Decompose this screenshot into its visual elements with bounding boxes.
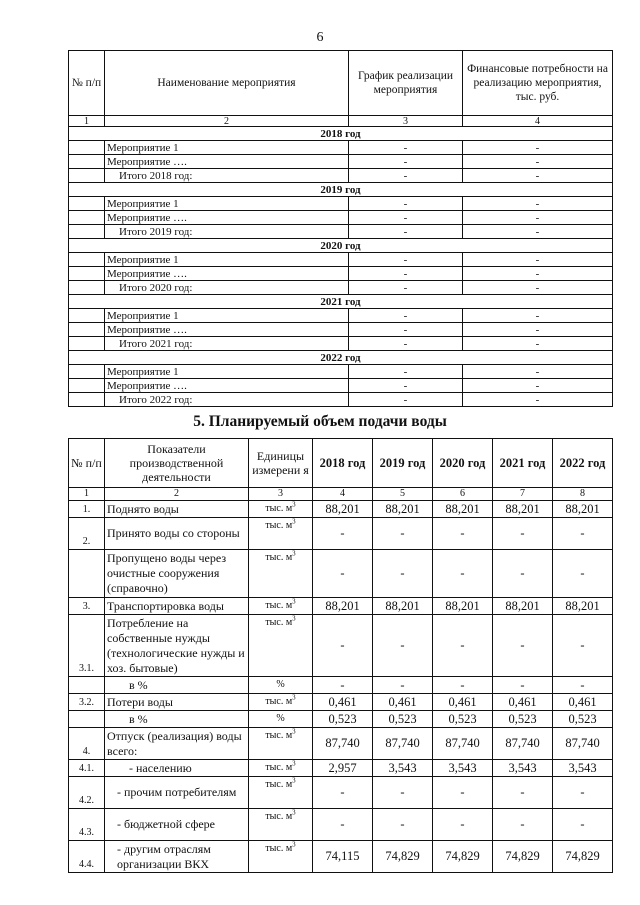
row-number [69, 711, 105, 728]
schedule-value: - [349, 365, 463, 379]
measures-table-header [69, 51, 613, 116]
value-cell: - [553, 550, 613, 598]
measure-row [69, 211, 613, 225]
header-no: № п/п [69, 439, 105, 488]
unit-label: тыс. м [265, 617, 293, 628]
schedule-value: - [349, 267, 463, 281]
schedule-value: - [349, 309, 463, 323]
value-cell: - [373, 615, 433, 677]
schedule-value: - [349, 337, 463, 351]
unit-cell [249, 841, 313, 873]
finance-value: - [463, 197, 613, 211]
row-number: 2. [69, 518, 105, 550]
unit-label: тыс. м [265, 811, 293, 822]
indicator-row [69, 728, 613, 760]
year-label: 2022 год [69, 351, 613, 365]
schedule-value: - [349, 379, 463, 393]
finance-value: - [463, 393, 613, 407]
indicator-name: - бюджетной сфере [105, 809, 249, 841]
page-number: 6 [316, 30, 324, 45]
total-row [69, 169, 613, 183]
measure-name: Мероприятие 1 [105, 141, 349, 155]
indicator-row [69, 598, 613, 615]
value-cell: - [433, 677, 493, 694]
value-cell: 87,740 [553, 728, 613, 760]
year-label: 2019 год [69, 183, 613, 197]
value-cell: 74,829 [493, 841, 553, 873]
measure-name: Мероприятие 1 [105, 309, 349, 323]
value-cell: - [493, 677, 553, 694]
value-cell: - [553, 518, 613, 550]
value-cell: 88,201 [433, 598, 493, 615]
unit-label: тыс. м [265, 552, 293, 563]
total-label: Итого 2018 год: [105, 169, 349, 183]
unit-cell [249, 677, 313, 694]
unit-superscript: 3 [292, 597, 296, 606]
unit-label: % [276, 679, 285, 690]
header-finance: Финансовые потребности на реализацию мероприятия, тыс. руб. [463, 51, 613, 116]
value-cell: - [553, 777, 613, 809]
finance-value: - [463, 379, 613, 393]
col-number: 7 [493, 488, 553, 501]
row-number: 1. [69, 501, 105, 518]
indicator-name: - другим отраслям организации ВКХ [105, 841, 249, 873]
header-year: 2019 год [373, 439, 433, 488]
measure-name: Мероприятие 1 [105, 197, 349, 211]
year-row [69, 295, 613, 309]
value-cell: - [373, 550, 433, 598]
year-row [69, 351, 613, 365]
measures-table-body [69, 51, 613, 407]
value-cell: 88,201 [493, 501, 553, 518]
unit-superscript: 3 [292, 614, 296, 623]
unit-cell [249, 501, 313, 518]
col-number: 1 [69, 488, 105, 501]
indicator-row [69, 615, 613, 677]
unit-cell [249, 518, 313, 550]
indicator-row [69, 760, 613, 777]
row-number-cell [69, 197, 105, 211]
value-cell: - [553, 809, 613, 841]
row-number [69, 550, 105, 598]
value-cell: - [493, 550, 553, 598]
value-cell: - [553, 615, 613, 677]
row-number-cell [69, 169, 105, 183]
finance-value: - [463, 267, 613, 281]
row-number [69, 677, 105, 694]
value-cell: - [313, 615, 373, 677]
measure-row [69, 197, 613, 211]
value-cell: 0,461 [433, 694, 493, 711]
value-cell: 88,201 [553, 501, 613, 518]
unit-superscript: 3 [292, 759, 296, 768]
col-number: 3 [349, 116, 463, 127]
col-number: 4 [313, 488, 373, 501]
measure-name: Мероприятие 1 [105, 365, 349, 379]
value-cell: 3,543 [433, 760, 493, 777]
row-number: 4.4. [69, 841, 105, 873]
indicator-name: Отпуск (реализация) воды всего: [105, 728, 249, 760]
schedule-value: - [349, 197, 463, 211]
unit-cell [249, 728, 313, 760]
indicator-name: - населению [105, 760, 249, 777]
total-row [69, 225, 613, 239]
unit-label: тыс. м [265, 843, 293, 854]
measure-name: Мероприятие 1 [105, 253, 349, 267]
value-cell: 0,523 [373, 711, 433, 728]
indicator-name: - прочим потребителям [105, 777, 249, 809]
measures-table [68, 50, 613, 407]
total-label: Итого 2020 год: [105, 281, 349, 295]
value-cell: 0,523 [553, 711, 613, 728]
unit-superscript: 3 [292, 727, 296, 736]
year-row [69, 239, 613, 253]
measure-row [69, 155, 613, 169]
year-label: 2020 год [69, 239, 613, 253]
row-number-cell [69, 211, 105, 225]
header-year: 2018 год [313, 439, 373, 488]
value-cell: 74,115 [313, 841, 373, 873]
value-cell: 0,523 [493, 711, 553, 728]
schedule-value: - [349, 169, 463, 183]
header-year: 2021 год [493, 439, 553, 488]
indicator-row [69, 518, 613, 550]
col-number: 2 [105, 116, 349, 127]
value-cell: 88,201 [493, 598, 553, 615]
value-cell: 2,957 [313, 760, 373, 777]
col-number: 2 [105, 488, 249, 501]
col-number: 5 [373, 488, 433, 501]
value-cell: - [493, 615, 553, 677]
total-label: Итого 2022 год: [105, 393, 349, 407]
water-table-header [69, 439, 613, 488]
col-number: 6 [433, 488, 493, 501]
unit-cell [249, 615, 313, 677]
header-year: 2020 год [433, 439, 493, 488]
value-cell: 74,829 [553, 841, 613, 873]
schedule-value: - [349, 211, 463, 225]
measure-row [69, 267, 613, 281]
schedule-value: - [349, 155, 463, 169]
measure-row [69, 141, 613, 155]
row-number: 3. [69, 598, 105, 615]
measure-name: Мероприятие …. [105, 267, 349, 281]
finance-value: - [463, 211, 613, 225]
total-row [69, 337, 613, 351]
row-number: 3.1. [69, 615, 105, 677]
unit-label: тыс. м [265, 730, 293, 741]
unit-cell [249, 809, 313, 841]
unit-label: % [276, 713, 285, 724]
schedule-value: - [349, 393, 463, 407]
value-cell: 88,201 [433, 501, 493, 518]
schedule-value: - [349, 253, 463, 267]
indicator-name: Принято воды со стороны [105, 518, 249, 550]
value-cell: 87,740 [493, 728, 553, 760]
measure-row [69, 253, 613, 267]
unit-cell [249, 760, 313, 777]
value-cell: - [313, 518, 373, 550]
indicator-name: в % [105, 711, 249, 728]
row-number: 4. [69, 728, 105, 760]
value-cell: - [373, 518, 433, 550]
column-numbers-row [69, 116, 613, 127]
row-number-cell [69, 365, 105, 379]
col-number: 8 [553, 488, 613, 501]
value-cell: - [493, 518, 553, 550]
col-number: 4 [463, 116, 613, 127]
indicator-name: в % [105, 677, 249, 694]
unit-label: тыс. м [265, 762, 293, 773]
value-cell: 88,201 [553, 598, 613, 615]
indicator-row [69, 711, 613, 728]
finance-value: - [463, 253, 613, 267]
value-cell: 3,543 [493, 760, 553, 777]
finance-value: - [463, 365, 613, 379]
unit-superscript: 3 [292, 693, 296, 702]
indicator-name: Транспортировка воды [105, 598, 249, 615]
value-cell: 0,523 [433, 711, 493, 728]
col-number: 1 [69, 116, 105, 127]
row-number-cell [69, 267, 105, 281]
value-cell: - [493, 809, 553, 841]
value-cell: 74,829 [373, 841, 433, 873]
schedule-value: - [349, 225, 463, 239]
unit-label: тыс. м [265, 696, 293, 707]
indicator-name: Потребление на собственные нужды (технологические нужды и хоз. бытовые) [105, 615, 249, 677]
measure-name: Мероприятие …. [105, 323, 349, 337]
value-cell: 0,461 [313, 694, 373, 711]
indicator-name: Пропущено воды через очистные сооружения (справочно) [105, 550, 249, 598]
col-number: 3 [249, 488, 313, 501]
value-cell: 0,523 [313, 711, 373, 728]
header-name: Наименование мероприятия [105, 51, 349, 116]
schedule-value: - [349, 141, 463, 155]
value-cell: 87,740 [433, 728, 493, 760]
value-cell: 88,201 [373, 598, 433, 615]
finance-value: - [463, 225, 613, 239]
header-year: 2022 год [553, 439, 613, 488]
row-number-cell [69, 393, 105, 407]
value-cell: - [553, 677, 613, 694]
year-row [69, 127, 613, 141]
indicator-row [69, 694, 613, 711]
section-title: 5. Планируемый объем подачи воды [193, 413, 447, 430]
value-cell: - [433, 518, 493, 550]
water-supply-table-body [69, 439, 613, 873]
year-row [69, 183, 613, 197]
value-cell: 0,461 [553, 694, 613, 711]
value-cell: - [313, 550, 373, 598]
finance-value: - [463, 155, 613, 169]
row-number-cell [69, 379, 105, 393]
indicator-name: Потери воды [105, 694, 249, 711]
value-cell: 88,201 [313, 501, 373, 518]
unit-cell [249, 711, 313, 728]
row-number-cell [69, 253, 105, 267]
total-label: Итого 2021 год: [105, 337, 349, 351]
unit-cell [249, 550, 313, 598]
header-schedule: График реализации мероприятия [349, 51, 463, 116]
value-cell: - [373, 677, 433, 694]
value-cell: 74,829 [433, 841, 493, 873]
finance-value: - [463, 309, 613, 323]
finance-value: - [463, 323, 613, 337]
row-number-cell [69, 141, 105, 155]
measure-name: Мероприятие …. [105, 155, 349, 169]
value-cell: 88,201 [313, 598, 373, 615]
value-cell: 87,740 [373, 728, 433, 760]
indicator-row [69, 809, 613, 841]
unit-superscript: 3 [292, 808, 296, 817]
value-cell: - [433, 615, 493, 677]
header-indicator: Показатели производственной деятельности [105, 439, 249, 488]
value-cell: - [493, 777, 553, 809]
year-label: 2018 год [69, 127, 613, 141]
row-number: 4.3. [69, 809, 105, 841]
unit-superscript: 3 [292, 549, 296, 558]
unit-label: тыс. м [265, 600, 293, 611]
value-cell: 87,740 [313, 728, 373, 760]
row-number-cell [69, 281, 105, 295]
value-cell: 3,543 [373, 760, 433, 777]
row-number-cell [69, 155, 105, 169]
finance-value: - [463, 169, 613, 183]
water-supply-table [68, 438, 613, 873]
indicator-name: Поднято воды [105, 501, 249, 518]
schedule-value: - [349, 281, 463, 295]
header-no: № п/п [69, 51, 105, 116]
schedule-value: - [349, 323, 463, 337]
value-cell: - [373, 809, 433, 841]
row-number: 4.2. [69, 777, 105, 809]
unit-label: тыс. м [265, 503, 293, 514]
year-label: 2021 год [69, 295, 613, 309]
value-cell: - [313, 677, 373, 694]
row-number-cell [69, 337, 105, 351]
unit-superscript: 3 [292, 500, 296, 509]
value-cell: 0,461 [493, 694, 553, 711]
value-cell: - [313, 809, 373, 841]
finance-value: - [463, 337, 613, 351]
unit-superscript: 3 [292, 517, 296, 526]
indicator-row [69, 777, 613, 809]
row-number-cell [69, 225, 105, 239]
row-number: 4.1. [69, 760, 105, 777]
unit-label: тыс. м [265, 520, 293, 531]
indicator-row [69, 501, 613, 518]
indicator-row [69, 550, 613, 598]
total-label: Итого 2019 год: [105, 225, 349, 239]
measure-row [69, 309, 613, 323]
indicator-row [69, 677, 613, 694]
unit-superscript: 3 [292, 840, 296, 849]
value-cell: - [433, 809, 493, 841]
value-cell: 0,461 [373, 694, 433, 711]
value-cell: 3,543 [553, 760, 613, 777]
measure-name: Мероприятие …. [105, 379, 349, 393]
unit-superscript: 3 [292, 776, 296, 785]
finance-value: - [463, 281, 613, 295]
value-cell: 88,201 [373, 501, 433, 518]
row-number-cell [69, 309, 105, 323]
finance-value: - [463, 141, 613, 155]
row-number: 3.2. [69, 694, 105, 711]
unit-label: тыс. м [265, 779, 293, 790]
measure-row [69, 365, 613, 379]
unit-cell [249, 694, 313, 711]
indicator-row [69, 841, 613, 873]
measure-name: Мероприятие …. [105, 211, 349, 225]
measure-row [69, 323, 613, 337]
value-cell: - [313, 777, 373, 809]
value-cell: - [433, 550, 493, 598]
unit-cell [249, 777, 313, 809]
total-row [69, 393, 613, 407]
row-number-cell [69, 323, 105, 337]
measure-row [69, 379, 613, 393]
value-cell: - [373, 777, 433, 809]
header-unit: Единицы измерени я [249, 439, 313, 488]
unit-cell [249, 598, 313, 615]
value-cell: - [433, 777, 493, 809]
total-row [69, 281, 613, 295]
column-numbers-row [69, 488, 613, 501]
